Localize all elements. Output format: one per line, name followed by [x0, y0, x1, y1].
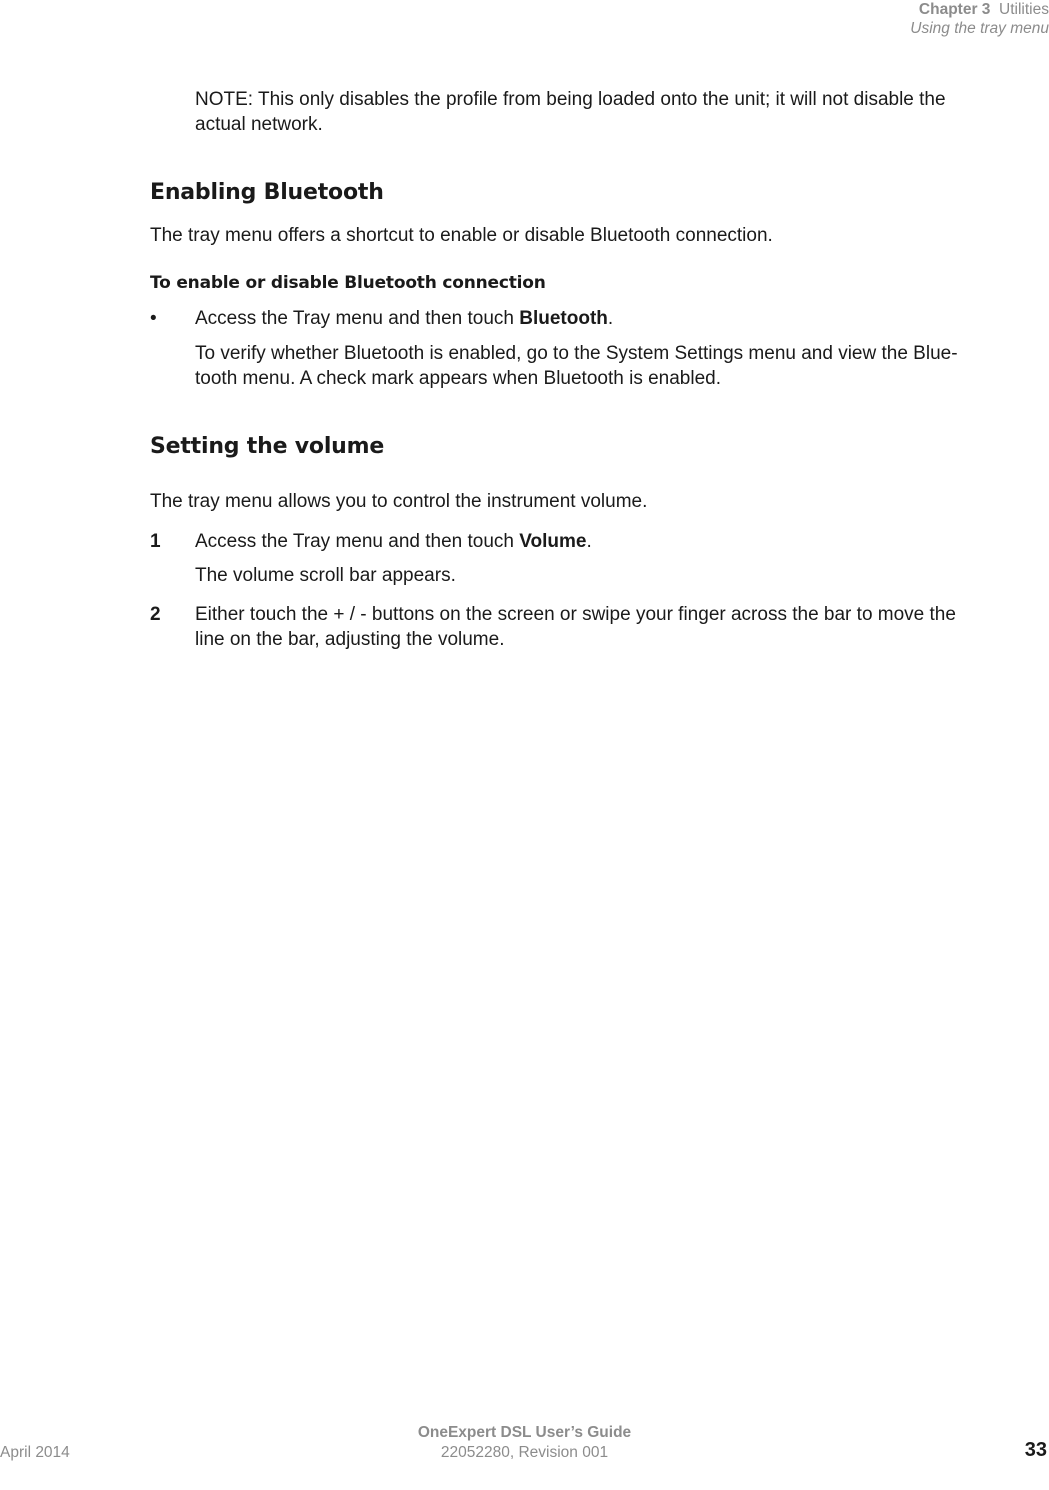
volume-intro: The tray menu allows you to control the instrument volume. [150, 491, 648, 512]
footer-revision: 22052280, Revision 001 [440, 1444, 609, 1461]
volume-step-1 [195, 529, 592, 554]
bluetooth-intro: The tray menu offers a shortcut to enable or disable Bluetooth connection. [150, 225, 773, 246]
bluetooth-step-bold: Bluetooth [519, 308, 608, 329]
volume-step-1-end: . [586, 531, 592, 552]
bluetooth-verify [195, 341, 958, 391]
section-title: Using the tray menu [910, 20, 1049, 37]
volume-step-2-line-2: line on the bar, adjusting the volume. [195, 629, 505, 650]
note-block [195, 87, 946, 137]
page-number: 33 [1024, 1439, 1047, 1461]
bluetooth-step-end: . [607, 308, 614, 329]
bluetooth-procedure-heading: To enable or disable Bluetooth connection [150, 273, 546, 293]
note-line-2: actual network. [195, 114, 323, 135]
volume-step-2-line-1: Either touch the + / - buttons on the screen or swipe your finger across the bar to move the [195, 604, 956, 625]
volume-step-1-text: Access the Tray menu and then touch [195, 531, 514, 552]
bullet-marker: • [150, 308, 157, 329]
footer-guide-title: OneExpert DSL User’s Guide [417, 1424, 632, 1441]
step-1-number: 1 [150, 531, 161, 552]
running-header [910, 0, 1049, 38]
bluetooth-heading: Enabling Bluetooth [150, 180, 384, 205]
note-line-1: NOTE: This only disables the profile from being loaded onto the unit; it will not disable the [195, 89, 946, 110]
chapter-label: Chapter 3 [918, 1, 991, 18]
volume-step-2 [195, 602, 956, 652]
bluetooth-step-text: Access the Tray menu and then touch [195, 308, 514, 329]
volume-heading: Setting the volume [150, 434, 385, 459]
volume-step-1-result: The volume scroll bar appears. [195, 565, 456, 586]
bluetooth-step [195, 306, 613, 331]
bluetooth-verify-line-2: tooth menu. A check mark appears when Bluetooth is enabled. [195, 368, 721, 389]
bluetooth-verify-line-1: To verify whether Bluetooth is enabled, go to the System Settings menu and view the Blue- [195, 343, 958, 364]
step-2-number: 2 [150, 604, 161, 625]
chapter-line [910, 0, 1049, 19]
chapter-title: Utilities [999, 1, 1049, 18]
footer-date: April 2014 [0, 1444, 70, 1461]
volume-step-1-bold: Volume [519, 531, 587, 552]
